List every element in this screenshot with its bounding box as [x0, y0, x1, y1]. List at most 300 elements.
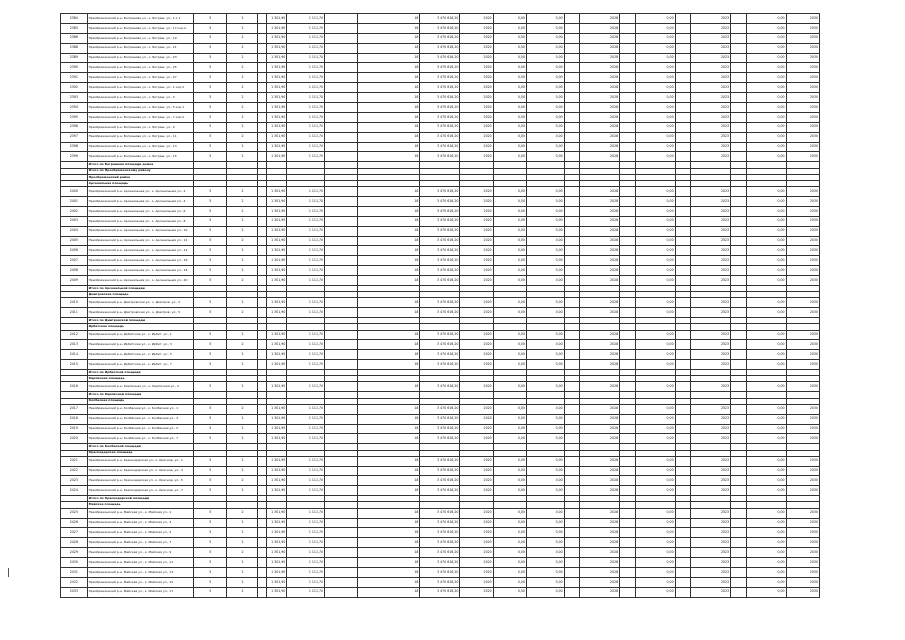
value-cell: 2028: [580, 486, 620, 496]
value-cell: [325, 236, 358, 246]
value-cell: 2: [227, 73, 258, 83]
value-cell: [564, 567, 580, 577]
value-cell: 5: [194, 266, 227, 276]
value-cell: 0,00: [526, 266, 564, 276]
value-cell: 2023: [691, 112, 731, 122]
value-cell: 2028: [580, 226, 620, 236]
value-cell: [675, 558, 691, 568]
value-cell: 1 111,70: [287, 197, 325, 207]
address-cell: Преображенский р-н, Арсенальная ул., к. Арсенальная ул., 12: [87, 236, 194, 246]
value-cell: [675, 112, 691, 122]
value-cell: [564, 518, 580, 528]
value-cell: 2028: [580, 23, 620, 33]
value-cell: [675, 236, 691, 246]
address-cell: Преображенский р-н, Бограшова ул., к. Бограш. ул., 13: [87, 142, 194, 152]
value-cell: 3 470 616,20: [420, 197, 460, 207]
value-cell: [731, 360, 747, 370]
value-cell: 2028: [580, 308, 620, 318]
value-cell: 2028: [580, 276, 620, 286]
value-cell: [258, 360, 267, 370]
value-cell: 2020: [460, 577, 493, 587]
value-cell: 1 111,70: [287, 142, 325, 152]
value-cell: [620, 14, 636, 24]
value-cell: 0,00: [526, 434, 564, 444]
value-cell: [258, 132, 267, 142]
value-cell: 0,00: [493, 538, 526, 548]
value-cell: 0,00: [526, 142, 564, 152]
value-cell: 1 111,70: [287, 103, 325, 113]
row-number: 2389: [61, 53, 88, 63]
value-cell: 1 301,90: [267, 266, 287, 276]
value-cell: 2020: [460, 308, 493, 318]
value-cell: [731, 246, 747, 256]
address-cell: Преображенский р-н, Бограшова ул., к. Бограш. ул., 11: [87, 132, 194, 142]
value-cell: 0,00: [526, 226, 564, 236]
value-cell: 5: [194, 73, 227, 83]
value-cell: 2028: [580, 424, 620, 434]
value-cell: [258, 206, 267, 216]
value-cell: 2028: [580, 122, 620, 132]
value-cell: [325, 256, 358, 266]
value-cell: [731, 587, 747, 597]
value-cell: [620, 587, 636, 597]
value-cell: 2: [227, 456, 258, 466]
value-cell: 1 111,70: [287, 476, 325, 486]
value-cell: [620, 330, 636, 340]
value-cell: 0,00: [746, 256, 786, 266]
row-number: 2412: [61, 330, 88, 340]
value-cell: 2023: [691, 142, 731, 152]
row-number: 2424: [61, 486, 88, 496]
value-cell: [675, 206, 691, 216]
value-cell: 0,00: [526, 197, 564, 207]
value-cell: 2020: [460, 434, 493, 444]
row-number: 2397: [61, 132, 88, 142]
value-cell: [564, 486, 580, 496]
value-cell: 2023: [691, 528, 731, 538]
value-cell: 2023: [691, 152, 731, 162]
value-cell: [675, 63, 691, 73]
value-cell: [731, 508, 747, 518]
value-cell: 0,00: [526, 587, 564, 597]
row-number: 2423: [61, 476, 88, 486]
address-cell: Преображенский р-н, Арсенальная ул., к. Арсенальная ул., 14: [87, 246, 194, 256]
value-cell: 1 301,90: [267, 103, 287, 113]
value-cell: 2020: [460, 132, 493, 142]
value-cell: [564, 256, 580, 266]
value-cell: 0,00: [635, 23, 675, 33]
address-cell: Преображенский р-н, Арсенальная ул., к. Арсенальная ул., 16: [87, 256, 194, 266]
value-cell: [564, 434, 580, 444]
value-cell: [620, 577, 636, 587]
value-cell: [325, 382, 358, 392]
value-cell: 1 111,70: [287, 266, 325, 276]
value-cell: [564, 236, 580, 246]
row-number: 2398: [61, 142, 88, 152]
value-cell: [620, 256, 636, 266]
value-cell: 2020: [460, 33, 493, 43]
value-cell: [731, 330, 747, 340]
value-cell: 1 301,90: [267, 528, 287, 538]
value-cell: 2023: [691, 73, 731, 83]
value-cell: 2028: [580, 236, 620, 246]
value-cell: 2028: [580, 14, 620, 24]
value-cell: [731, 206, 747, 216]
value-cell: 1 111,70: [287, 122, 325, 132]
value-cell: [258, 246, 267, 256]
address-cell: Преображенский р-н, Арсенальная ул., к. Арсенальная ул., 6: [87, 206, 194, 216]
value-cell: [258, 256, 267, 266]
value-cell: 2: [227, 187, 258, 197]
address-cell: Преображенский р-н, Арсенальная ул., к. Арсенальная ул., 2: [87, 187, 194, 197]
value-cell: 1 111,70: [287, 558, 325, 568]
table-row: [61, 187, 820, 197]
value-cell: 0,00: [635, 83, 675, 93]
value-cell: 2: [227, 14, 258, 24]
value-cell: 2023: [691, 298, 731, 308]
value-cell: [564, 538, 580, 548]
value-cell: 2030: [786, 83, 819, 93]
row-number: 2405: [61, 236, 88, 246]
value-cell: 2028: [580, 340, 620, 350]
value-cell: 0,00: [635, 93, 675, 103]
value-cell: 1 301,90: [267, 33, 287, 43]
value-cell: 0,00: [746, 93, 786, 103]
value-cell: [731, 350, 747, 360]
value-cell: 1 111,70: [287, 360, 325, 370]
value-cell: 2020: [460, 73, 493, 83]
value-cell: 0,00: [526, 360, 564, 370]
row-number: 2393: [61, 93, 88, 103]
value-cell: 0,00: [635, 404, 675, 414]
value-cell: 0,00: [526, 83, 564, 93]
value-cell: 1 111,70: [287, 73, 325, 83]
value-cell: [325, 548, 358, 558]
value-cell: 5: [194, 476, 227, 486]
value-cell: 1 301,90: [267, 518, 287, 528]
value-cell: 1 301,90: [267, 486, 287, 496]
value-cell: [325, 587, 358, 597]
value-cell: 0,00: [635, 43, 675, 53]
row-number: 2427: [61, 528, 88, 538]
value-cell: 2023: [691, 434, 731, 444]
value-cell: 2: [227, 122, 258, 132]
value-cell: [325, 112, 358, 122]
value-cell: 2030: [786, 577, 819, 587]
value-cell: 2028: [580, 538, 620, 548]
value-cell: [620, 206, 636, 216]
value-cell: [564, 142, 580, 152]
value-cell: [325, 518, 358, 528]
value-cell: 5: [194, 53, 227, 63]
value-cell: 18: [358, 266, 420, 276]
table-row: [61, 577, 820, 587]
value-cell: [258, 298, 267, 308]
value-cell: 18: [358, 142, 420, 152]
value-cell: 0,00: [493, 63, 526, 73]
value-cell: 1 111,70: [287, 382, 325, 392]
section-label: Итого по Кирпичной площади: [87, 392, 194, 398]
value-cell: 0,00: [746, 152, 786, 162]
value-cell: 2023: [691, 424, 731, 434]
value-cell: 1 111,70: [287, 256, 325, 266]
address-cell: Преображенский р-н, Колбасная ул., к. Колбасная ул., 7: [87, 434, 194, 444]
address-cell: Преображенский р-н, Бограшова ул., к. Бограш. ул., 23: [87, 53, 194, 63]
value-cell: 3 470 616,20: [420, 567, 460, 577]
value-cell: 0,00: [526, 548, 564, 558]
value-cell: 0,00: [526, 14, 564, 24]
value-cell: 1 301,90: [267, 152, 287, 162]
table-row: [61, 434, 820, 444]
value-cell: 3 470 616,20: [420, 112, 460, 122]
value-cell: 5: [194, 103, 227, 113]
value-cell: [731, 456, 747, 466]
value-cell: 3 470 616,20: [420, 308, 460, 318]
value-cell: 3 470 616,20: [420, 577, 460, 587]
value-cell: [325, 122, 358, 132]
value-cell: 3 470 616,20: [420, 43, 460, 53]
value-cell: [731, 528, 747, 538]
address-cell: Преображенский р-н, Бограшова ул., к. Бограш. ул., 21: [87, 43, 194, 53]
value-cell: [325, 360, 358, 370]
value-cell: [564, 152, 580, 162]
value-cell: 3 470 616,20: [420, 83, 460, 93]
value-cell: 18: [358, 132, 420, 142]
address-cell: Преображенский р-н, Майская ул., к. Майская ул., 1: [87, 508, 194, 518]
value-cell: 1 301,90: [267, 308, 287, 318]
section-label: Майская площадь: [87, 502, 194, 508]
table-row: [61, 142, 820, 152]
value-cell: 2: [227, 587, 258, 597]
value-cell: 0,00: [493, 23, 526, 33]
value-cell: 0,00: [635, 587, 675, 597]
address-cell: Преображенский р-н, Краснодарская ул., к. Краснод. ул., 7: [87, 486, 194, 496]
value-cell: 5: [194, 152, 227, 162]
value-cell: 2020: [460, 414, 493, 424]
value-cell: 1 111,70: [287, 528, 325, 538]
value-cell: [258, 103, 267, 113]
table-row: [61, 308, 820, 318]
address-cell: Преображенский р-н, Дмитровская ул., к. Дмитров. ул., 3: [87, 298, 194, 308]
value-cell: 0,00: [493, 122, 526, 132]
value-cell: 0,00: [746, 276, 786, 286]
value-cell: 2020: [460, 486, 493, 496]
value-cell: [731, 340, 747, 350]
value-cell: 2028: [580, 350, 620, 360]
value-cell: 18: [358, 197, 420, 207]
value-cell: 3 470 616,20: [420, 14, 460, 24]
value-cell: [675, 226, 691, 236]
address-cell: Преображенский р-н, Арсенальная ул., к. Арсенальная ул., 10: [87, 226, 194, 236]
value-cell: 18: [358, 414, 420, 424]
value-cell: 5: [194, 112, 227, 122]
value-cell: 18: [358, 152, 420, 162]
value-cell: 18: [358, 456, 420, 466]
table-row: [61, 197, 820, 207]
value-cell: 2020: [460, 197, 493, 207]
value-cell: 2: [227, 486, 258, 496]
value-cell: [325, 528, 358, 538]
value-cell: [564, 14, 580, 24]
value-cell: [564, 424, 580, 434]
value-cell: 18: [358, 350, 420, 360]
value-cell: 2023: [691, 43, 731, 53]
value-cell: 5: [194, 187, 227, 197]
value-cell: 1 111,70: [287, 466, 325, 476]
value-cell: 2028: [580, 528, 620, 538]
section-label: Итого по Ирбитской площади: [87, 370, 194, 376]
value-cell: [620, 23, 636, 33]
value-cell: 2020: [460, 256, 493, 266]
value-cell: 0,00: [526, 216, 564, 226]
table-row: [61, 246, 820, 256]
address-cell: Преображенский р-н, Краснодарская ул., к. Краснод. ул., 3: [87, 466, 194, 476]
value-cell: 2020: [460, 103, 493, 113]
value-cell: 1 301,90: [267, 276, 287, 286]
value-cell: 1 301,90: [267, 298, 287, 308]
value-cell: 2023: [691, 132, 731, 142]
value-cell: 0,00: [635, 187, 675, 197]
value-cell: 0,00: [526, 382, 564, 392]
value-cell: 1 301,90: [267, 330, 287, 340]
value-cell: [564, 298, 580, 308]
value-cell: 18: [358, 276, 420, 286]
value-cell: [564, 350, 580, 360]
address-cell: Преображенский р-н, Арсенальная ул., к. Арсенальная ул., 8: [87, 216, 194, 226]
value-cell: 2: [227, 538, 258, 548]
value-cell: 1 301,90: [267, 63, 287, 73]
row-number: 2406: [61, 246, 88, 256]
value-cell: 5: [194, 33, 227, 43]
value-cell: 2028: [580, 587, 620, 597]
address-cell: Преображенский р-н, Бограшова ул., к. Бограш. ул., 7 кор.2: [87, 112, 194, 122]
value-cell: 2023: [691, 63, 731, 73]
value-cell: [258, 63, 267, 73]
value-cell: 0,00: [493, 486, 526, 496]
value-cell: 1 111,70: [287, 298, 325, 308]
value-cell: 0,00: [635, 308, 675, 318]
value-cell: 2030: [786, 73, 819, 83]
value-cell: 2020: [460, 216, 493, 226]
value-cell: 2: [227, 360, 258, 370]
value-cell: [258, 216, 267, 226]
table-row: [61, 152, 820, 162]
value-cell: 2030: [786, 486, 819, 496]
value-cell: 2: [227, 142, 258, 152]
value-cell: 1 301,90: [267, 187, 287, 197]
value-cell: 0,00: [746, 508, 786, 518]
address-cell: Преображенский р-н, Майская ул., к. Майская ул., 9: [87, 548, 194, 558]
value-cell: 0,00: [526, 73, 564, 83]
value-cell: 0,00: [746, 424, 786, 434]
value-cell: 2: [227, 132, 258, 142]
value-cell: 1 301,90: [267, 226, 287, 236]
value-cell: 18: [358, 226, 420, 236]
value-cell: [325, 330, 358, 340]
value-cell: 2: [227, 404, 258, 414]
table-row: [61, 360, 820, 370]
value-cell: 0,00: [746, 567, 786, 577]
value-cell: 3 470 616,20: [420, 528, 460, 538]
value-cell: 18: [358, 298, 420, 308]
value-cell: 18: [358, 340, 420, 350]
value-cell: [675, 528, 691, 538]
value-cell: 0,00: [526, 567, 564, 577]
value-cell: 2030: [786, 246, 819, 256]
value-cell: 2030: [786, 330, 819, 340]
value-cell: 2: [227, 246, 258, 256]
value-cell: 1 301,90: [267, 23, 287, 33]
value-cell: 2023: [691, 518, 731, 528]
value-cell: 0,00: [635, 577, 675, 587]
value-cell: 0,00: [635, 456, 675, 466]
value-cell: 2: [227, 476, 258, 486]
value-cell: [325, 14, 358, 24]
value-cell: 2028: [580, 256, 620, 266]
value-cell: 2023: [691, 33, 731, 43]
value-cell: [564, 548, 580, 558]
value-cell: [564, 43, 580, 53]
value-cell: 3 470 616,20: [420, 216, 460, 226]
value-cell: 0,00: [746, 298, 786, 308]
value-cell: 18: [358, 103, 420, 113]
value-cell: 2020: [460, 340, 493, 350]
table-row: [61, 330, 820, 340]
value-cell: 2030: [786, 518, 819, 528]
row-number: 2430: [61, 558, 88, 568]
value-cell: 5: [194, 142, 227, 152]
table-row: [61, 73, 820, 83]
value-cell: 0,00: [746, 53, 786, 63]
value-cell: [731, 236, 747, 246]
value-cell: 1 301,90: [267, 14, 287, 24]
value-cell: 5: [194, 246, 227, 256]
address-cell: Преображенский р-н, Дмитровская ул., к. Дмитров. ул., 5: [87, 308, 194, 318]
value-cell: 2023: [691, 308, 731, 318]
value-cell: [258, 558, 267, 568]
value-cell: 0,00: [635, 424, 675, 434]
value-cell: [258, 508, 267, 518]
value-cell: 0,00: [493, 476, 526, 486]
value-cell: 5: [194, 83, 227, 93]
value-cell: [258, 226, 267, 236]
table-row: [61, 404, 820, 414]
value-cell: [675, 456, 691, 466]
value-cell: [564, 466, 580, 476]
value-cell: 2023: [691, 23, 731, 33]
value-cell: 1 301,90: [267, 587, 287, 597]
value-cell: 1 301,90: [267, 476, 287, 486]
value-cell: 5: [194, 63, 227, 73]
value-cell: [620, 308, 636, 318]
value-cell: 0,00: [493, 236, 526, 246]
value-cell: 2023: [691, 414, 731, 424]
value-cell: 3 470 616,20: [420, 63, 460, 73]
value-cell: 3 470 616,20: [420, 508, 460, 518]
value-cell: [675, 308, 691, 318]
address-cell: Преображенский р-н, Бограшова ул., к. Бограш. ул., 1 к.1: [87, 14, 194, 24]
value-cell: 2028: [580, 112, 620, 122]
value-cell: 2030: [786, 266, 819, 276]
value-cell: [620, 434, 636, 444]
value-cell: 1 301,90: [267, 350, 287, 360]
value-cell: 2: [227, 23, 258, 33]
value-cell: [325, 187, 358, 197]
value-cell: 2020: [460, 266, 493, 276]
value-cell: [675, 266, 691, 276]
value-cell: [620, 424, 636, 434]
value-cell: 5: [194, 298, 227, 308]
